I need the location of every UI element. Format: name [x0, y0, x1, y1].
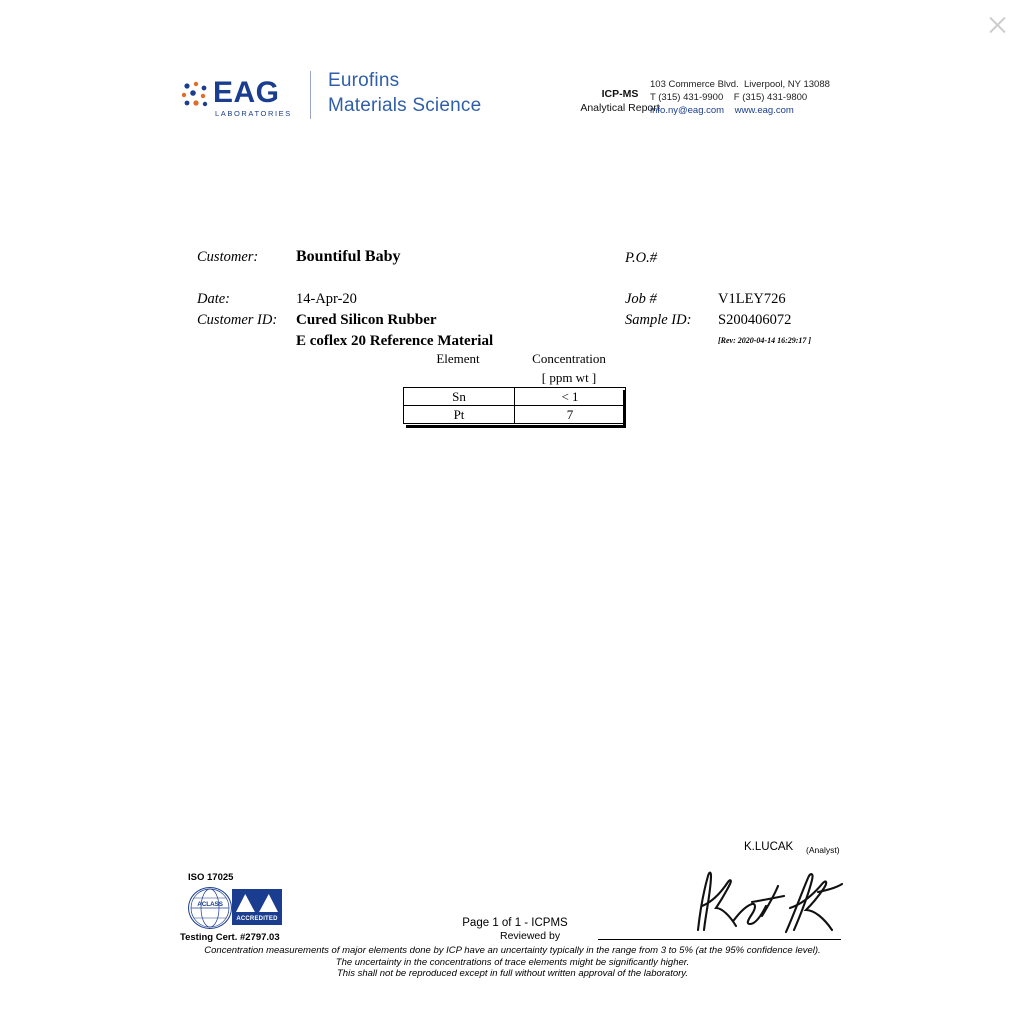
letterhead [180, 66, 860, 126]
address-line-3: info.ny@eag.com www.eag.com [650, 105, 794, 116]
customer-id-value-2: E coflex 20 Reference Material [296, 333, 494, 349]
eurofins-line1: Eurofins [328, 70, 400, 91]
po-label: P.O.# [625, 250, 657, 266]
revision-stamp: [Rev: 2020-04-14 16:29:17 ] [718, 336, 812, 345]
customer-value: Bountiful Baby [296, 248, 401, 265]
report-type-name: Analytical Report [580, 102, 660, 114]
customer-id-label: Customer ID: [197, 312, 278, 328]
testing-cert: Testing Cert. #2797.03 [180, 932, 280, 943]
sample-id-label: Sample ID: [625, 312, 692, 328]
table-header-element: Element [436, 351, 480, 366]
aclass-globe-icon [188, 887, 232, 929]
accredited-mark-icon [232, 889, 282, 925]
page-label: Page 1 of 1 - ICPMS [462, 917, 568, 929]
accredited-shape [236, 892, 278, 912]
eag-logo [180, 76, 300, 118]
reviewed-by-label: Reviewed by [500, 930, 561, 942]
letterhead-divider [310, 71, 311, 119]
table-shadow-bottom [406, 425, 626, 428]
cell-element: Sn [404, 388, 515, 406]
customer-label: Customer: [197, 249, 259, 265]
cell-concentration: < 1 [515, 388, 626, 406]
accreditation-block [180, 872, 310, 943]
aclass-label: ACLASS [197, 901, 223, 908]
iso-title: ISO 17025 [188, 872, 234, 883]
eag-dots-icon [180, 80, 210, 110]
signature-icon [690, 862, 850, 940]
table-shadow-right [623, 390, 626, 428]
disclaimer-line-3: This shall not be reproduced except in full without written approval of the laboratory. [337, 968, 688, 979]
disclaimer [180, 945, 845, 980]
eag-sub-wordmark: LABORATORIES [215, 109, 292, 118]
lab-address [650, 78, 830, 117]
eag-wordmark: EAG [213, 76, 280, 109]
table-header-units: [ ppm wt ] [541, 370, 597, 385]
accredited-label: ACCREDITED [236, 916, 278, 922]
table-row [404, 388, 626, 406]
job-value: V1LEY726 [718, 291, 786, 307]
date-label: Date: [197, 291, 231, 307]
date-value: 14-Apr-20 [296, 291, 357, 307]
disclaimer-line-2: The uncertainty in the concentrations of trace elements might be significantly higher. [335, 956, 690, 968]
cell-element: Pt [404, 406, 515, 424]
report-type-technique: ICP-MS [601, 88, 639, 100]
table-header-concentration: Concentration [532, 351, 606, 366]
signature-line [598, 939, 841, 940]
disclaimer-line-1: Concentration measurements of major elements done by ICP have an uncertainty typically in the range from 3 to 5% (at the 95% confidence level). [204, 945, 821, 956]
eurofins-brand [328, 68, 481, 118]
accreditation-marks [188, 885, 284, 929]
address-line-1: 103 Commerce Blvd. Liverpool, NY 13088 [650, 79, 830, 90]
customer-id-value: Cured Silicon Rubber [296, 312, 437, 328]
analyst-tag: (Analyst) [806, 845, 840, 855]
globe-grid [189, 888, 231, 928]
sample-id-value: S200406072 [718, 312, 792, 328]
address-line-2: T (315) 431-9900 F (315) 431-9800 [650, 92, 808, 103]
analyst-name: K.LUCAK [744, 841, 794, 853]
cell-concentration: 7 [515, 406, 626, 424]
table-row [404, 406, 626, 424]
job-label: Job # [625, 291, 657, 307]
eurofins-line2: Materials Science [328, 95, 482, 116]
results-table [403, 387, 626, 424]
close-icon[interactable] [982, 10, 1012, 40]
